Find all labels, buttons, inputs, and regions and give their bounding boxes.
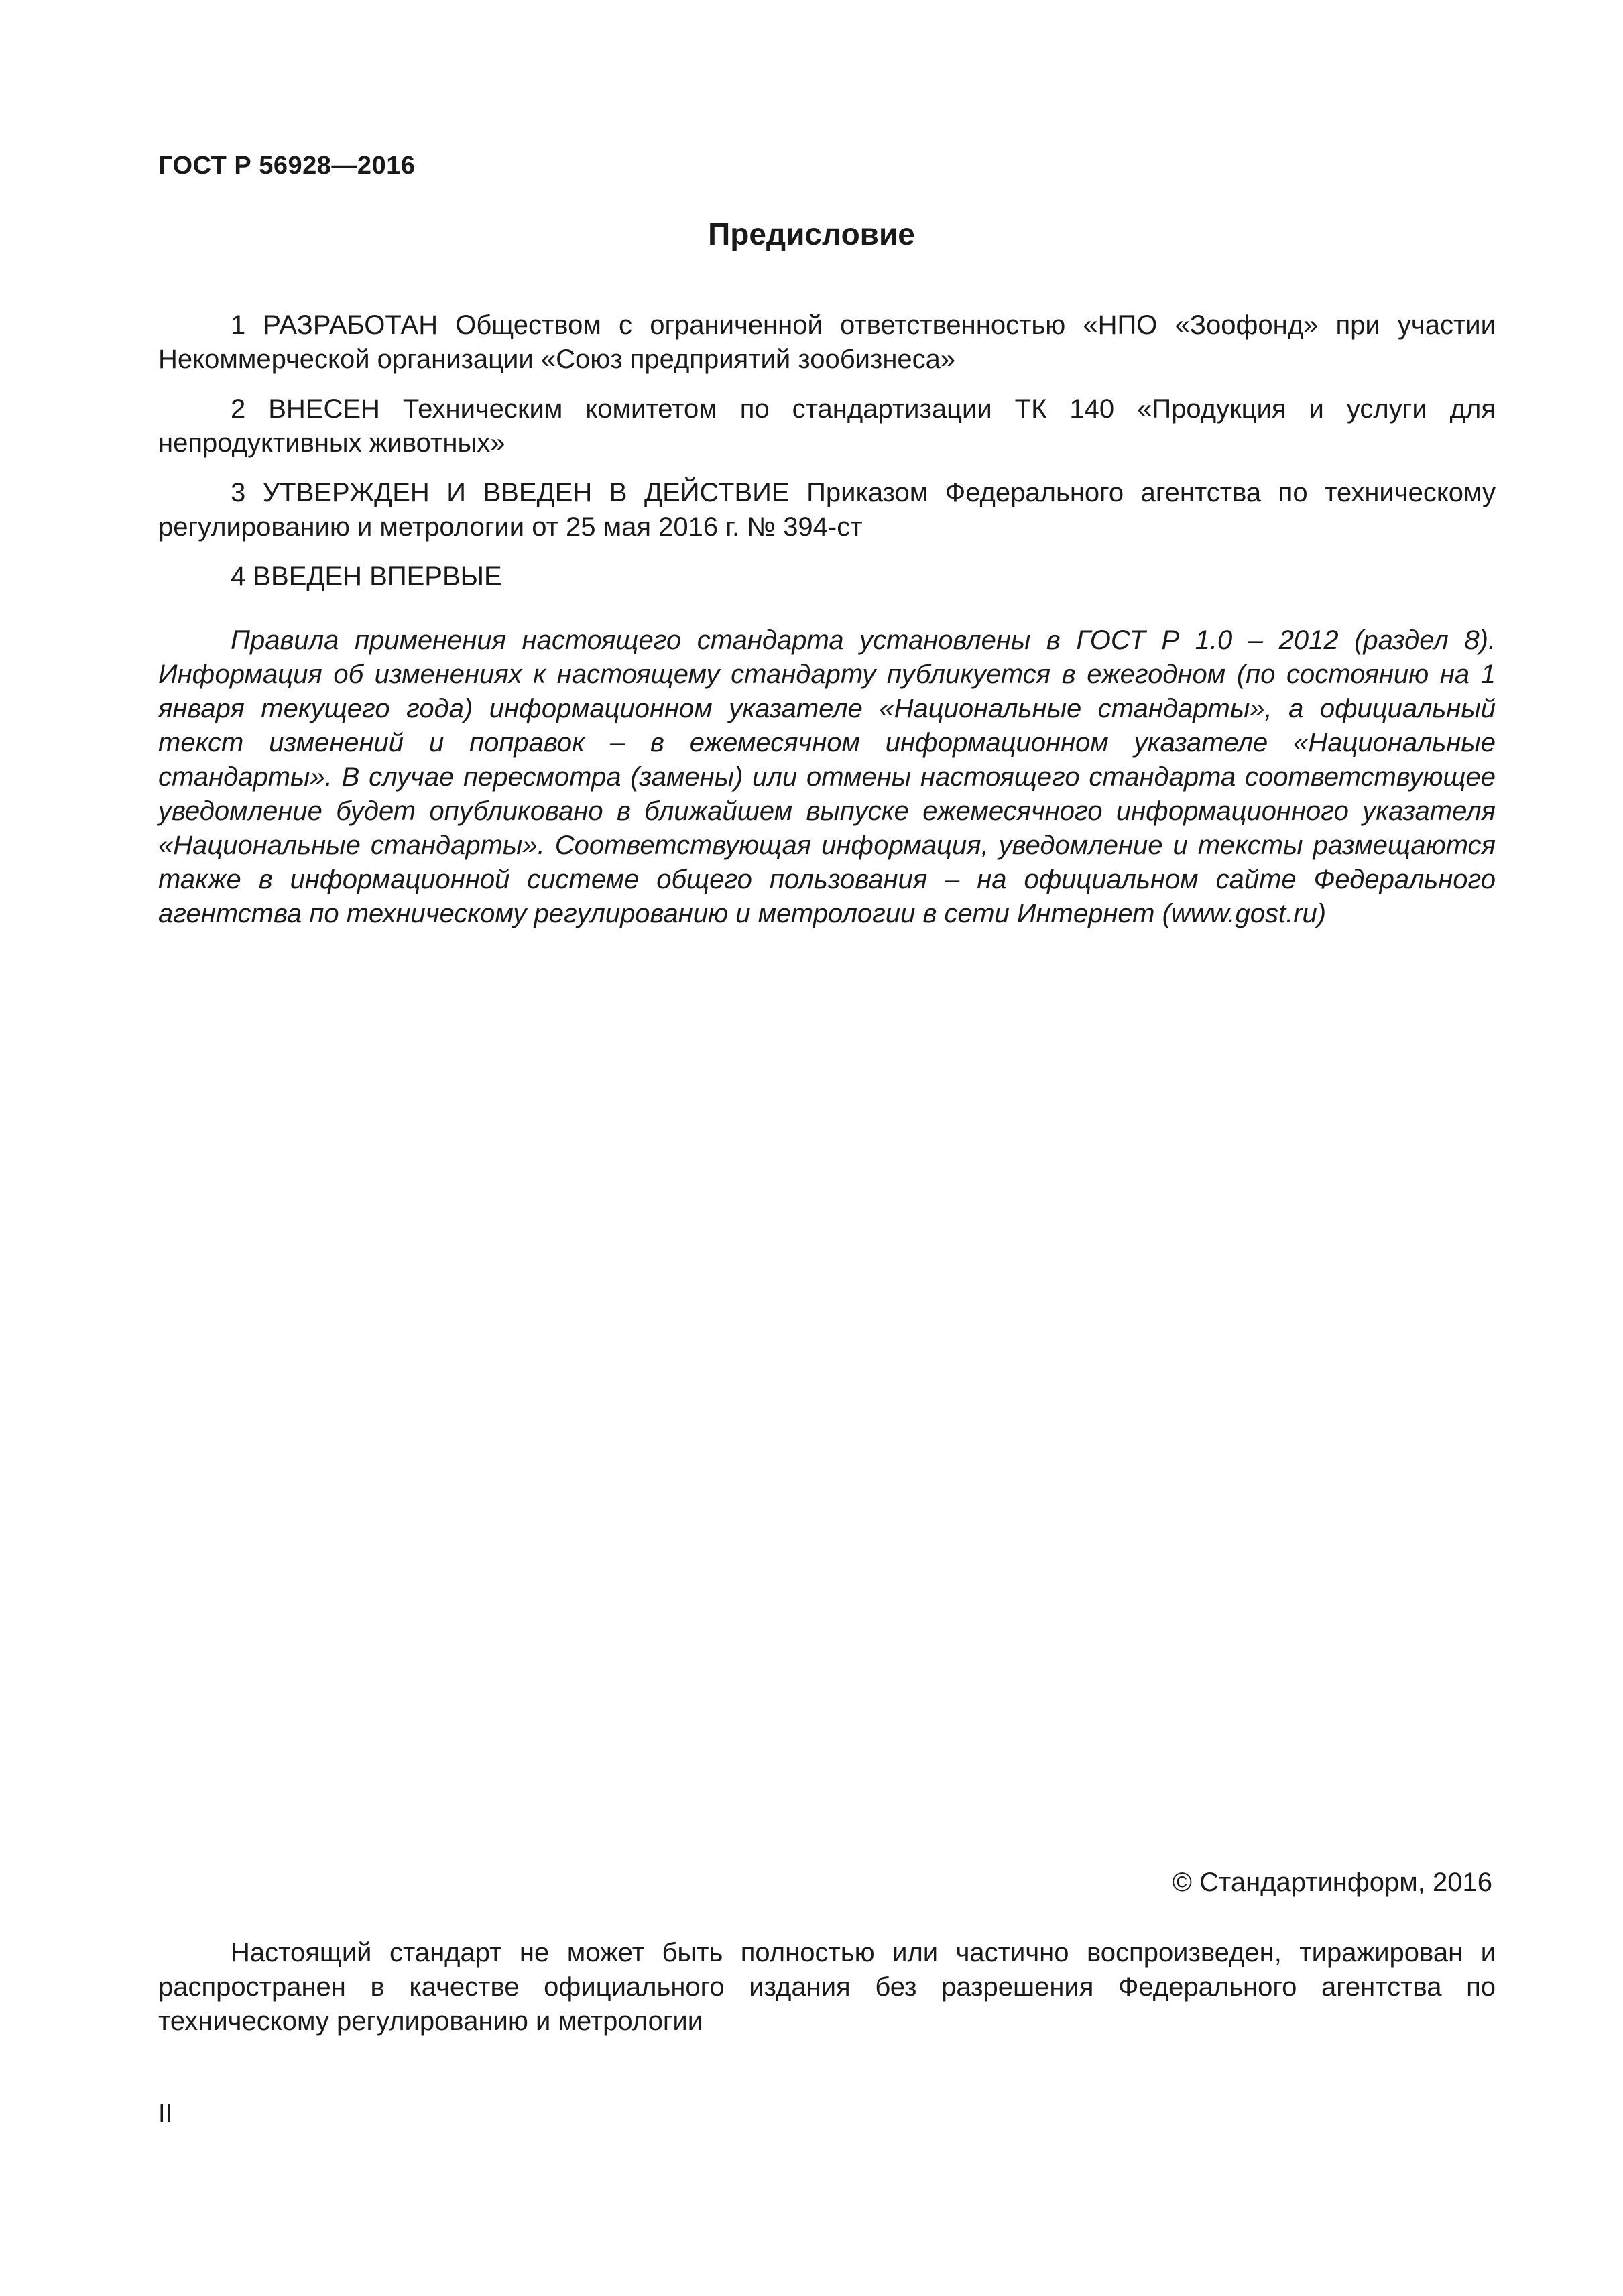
foreword-item-first-introduced: 4 ВВЕДЕН ВПЕРВЫЕ [231, 562, 502, 591]
foreword-item-introduced: 2 ВНЕСЕН Техническим комитетом по стандартизации ТК 140 «Продукция и услуги для непродуктивных животных» [158, 394, 1496, 458]
page-title: Предисловие [708, 217, 915, 251]
legal-notice [158, 1936, 1496, 2039]
legal-notice-text: Настоящий стандарт не может быть полностью или частично воспроизведен, тиражирован и распространен в качестве официального издания без разрешения Федерального агентства по техническому регулированию и метрологии [158, 1938, 1496, 2036]
page-number: II [158, 2100, 173, 2128]
document-code: ГОСТ Р 56928—2016 [158, 152, 416, 180]
copyright-notice: © Стандартинформ, 2016 [1172, 1868, 1492, 1897]
foreword-item-approved: 3 УТВЕРЖДЕН И ВВЕДЕН В ДЕЙСТВИЕ Приказом Федерального агентства по техническому регулированию и метрологии от 25 мая 2016 г. № 394-ст [158, 478, 1496, 542]
application-rules-text: Правила применения настоящего стандарта установлены в ГОСТ Р 1.0 – 2012 (раздел 8). Информация об изменениях к настоящему стандарту публикуется в ежегодном (по состоянию на 1 января текущего года) информационном указателе «Национальные стандарты», а официальный текст изменений и поправок – в ежемесячном информационном указателе «Национальные стандарты». В случае пересмотра (замены) или отмены настоящего стандарта соответствующее уведомление будет опубликовано в ближайшем выпуске ежемесячного информационного указателя «Национальные стандарты». Соответствующая информация, уведомление и тексты размещаются также в информационной системе общего пользования – на официальном сайте Федерального агентства по техническому регулированию и метрологии в сети Интернет (www.gost.ru) [158, 625, 1496, 928]
application-rules-note [158, 623, 1496, 931]
foreword-items [158, 308, 1496, 594]
foreword-item-developed: 1 РАЗРАБОТАН Обществом с ограниченной ответственностью «НПО «Зоофонд» при участии Некоммерческой организации «Союз предприятий зообизнеса» [158, 310, 1496, 374]
